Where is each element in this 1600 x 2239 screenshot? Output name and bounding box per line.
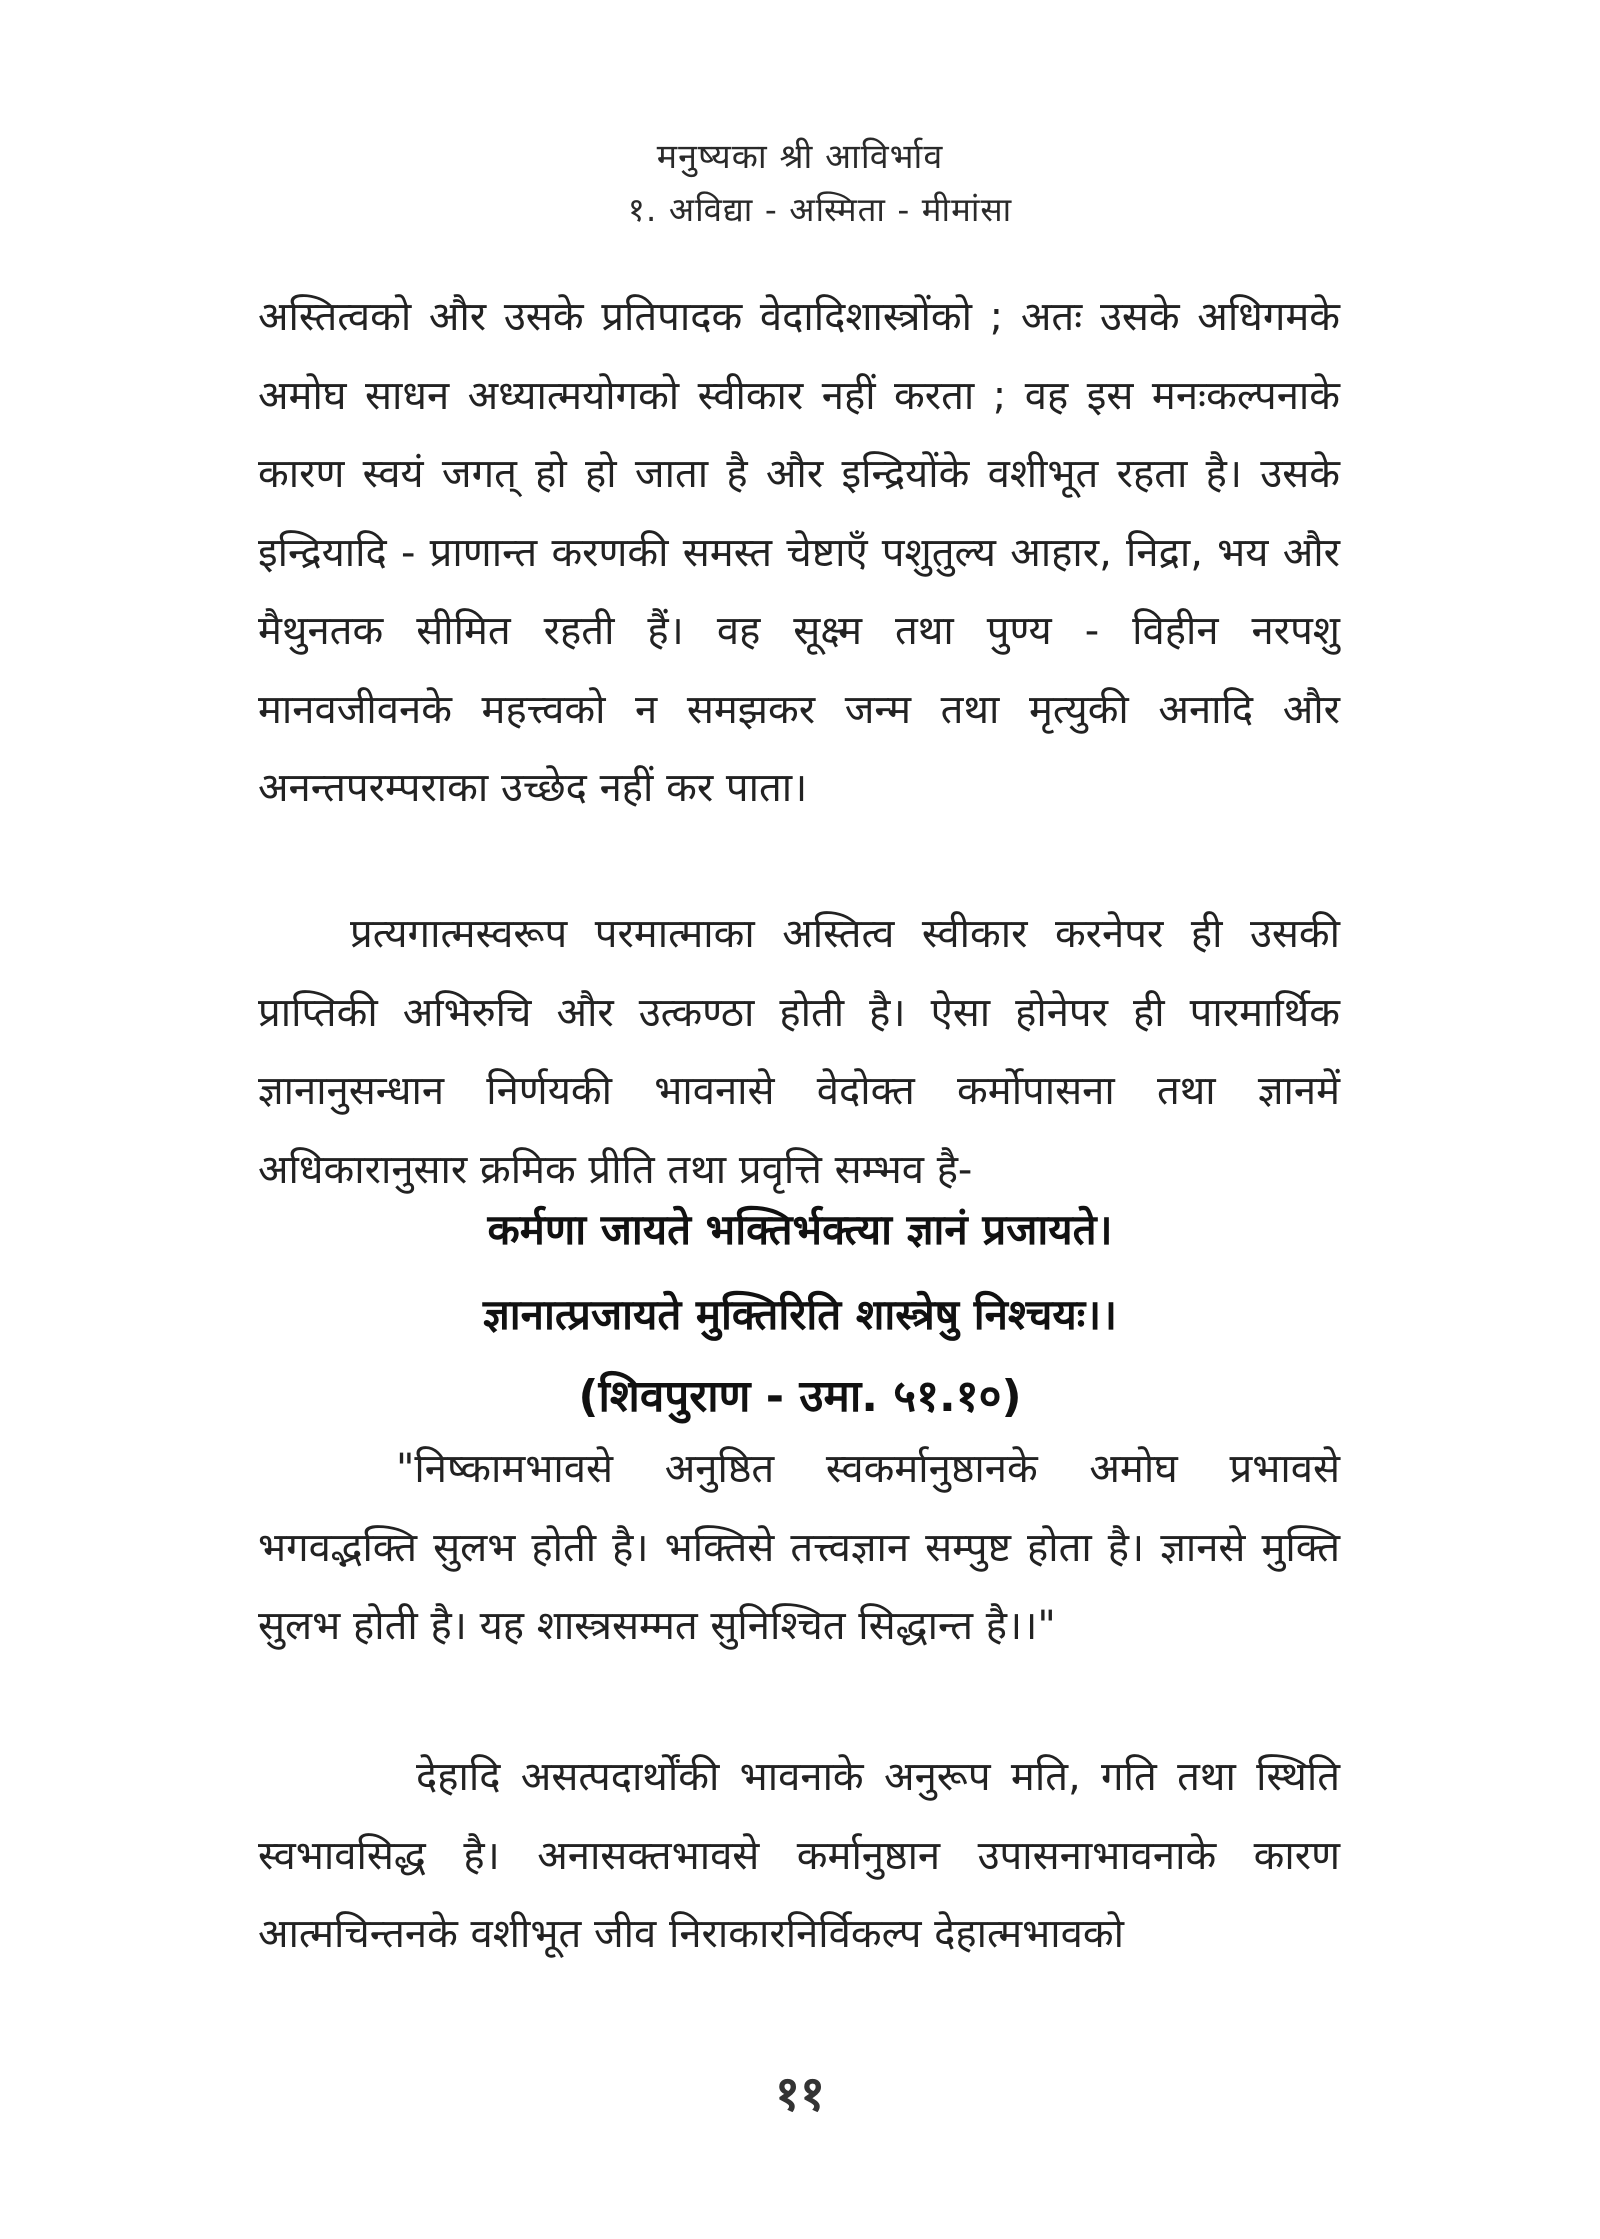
running-header-title: मनुष्यका श्री आविर्भाव <box>656 137 944 177</box>
running-header-subtitle: १. अविद्या - अस्मिता - मीमांसा <box>627 190 1013 229</box>
paragraph-1: अस्तित्वको और उसके प्रतिपादक वेदादिशास्त्रोंको ; अतः उसके अधिगमके अमोघ साधन अध्यात्मयोगको स्वीकार नहीं करता ; वह इस मनःकल्पनाके कारण स्वयं जगत् हो हो जाता है और इन्द्रियोंके वशीभूत रहता है। उसके इन्द्रियादि - प्राणान्त करणकी समस्त चेष्टाएँ पशुतुल्य आहार, निद्रा, भय और मैथुनतक सीमित रहती हैं। वह सूक्ष्म तथा पुण्य - विहीन नरपशु मानवजीवनके महत्त्वको न समझकर जन्म तथा मृत्युकी अनादि और अनन्तपरम्पराका उच्छेद नहीं कर पाता। <box>258 294 1340 811</box>
verse-line-2: ज्ञानात्प्रजायते मुक्तिरिति शास्त्रेषु निश्चयः।। <box>482 1290 1118 1339</box>
page-number: ११ <box>775 2066 825 2122</box>
paragraph-2: प्रत्यगात्मस्वरूप परमात्माका अस्तित्व स्वीकार करनेपर ही उसकी प्राप्तिकी अभिरुचि और उत्कण्ठा होती है। ऐसा होनेपर ही पारमार्थिक ज्ञानानुसन्धान निर्णयकी भावनासे वेदोक्त कर्मोपासना तथा ज्ञानमें अधिकारानुसार क्रमिक प्रीति तथा प्रवृत्ति सम्भव है- <box>258 911 1340 1193</box>
verse-line-1: कर्मणा जायते भक्तिर्भक्त्या ज्ञानं प्रजायते। <box>487 1205 1113 1254</box>
paragraph-3: "निष्कामभावसे अनुष्ठित स्वकर्मानुष्ठानके अमोघ प्रभावसे भगवद्भक्ति सुलभ होती है। भक्तिसे तत्त्वज्ञान सम्पुष्ट होता है। ज्ञानसे मुक्ति सुलभ होती है। यह शास्त्रसम्मत सुनिश्चित सिद्धान्त है।।" <box>258 1446 1340 1649</box>
verse-source: (शिवपुराण - उमा. ५१.१०) <box>578 1371 1022 1422</box>
paragraph-4: देहादि असत्पदार्थोंकी भावनाके अनुरूप मति, गति तथा स्थिति स्वभावसिद्ध है। अनासक्तभावसे कर्मानुष्ठान उपासनाभावनाके कारण आत्मचिन्तनके वशीभूत जीव निराकारनिर्विकल्प देहात्मभावको <box>258 1754 1340 1957</box>
